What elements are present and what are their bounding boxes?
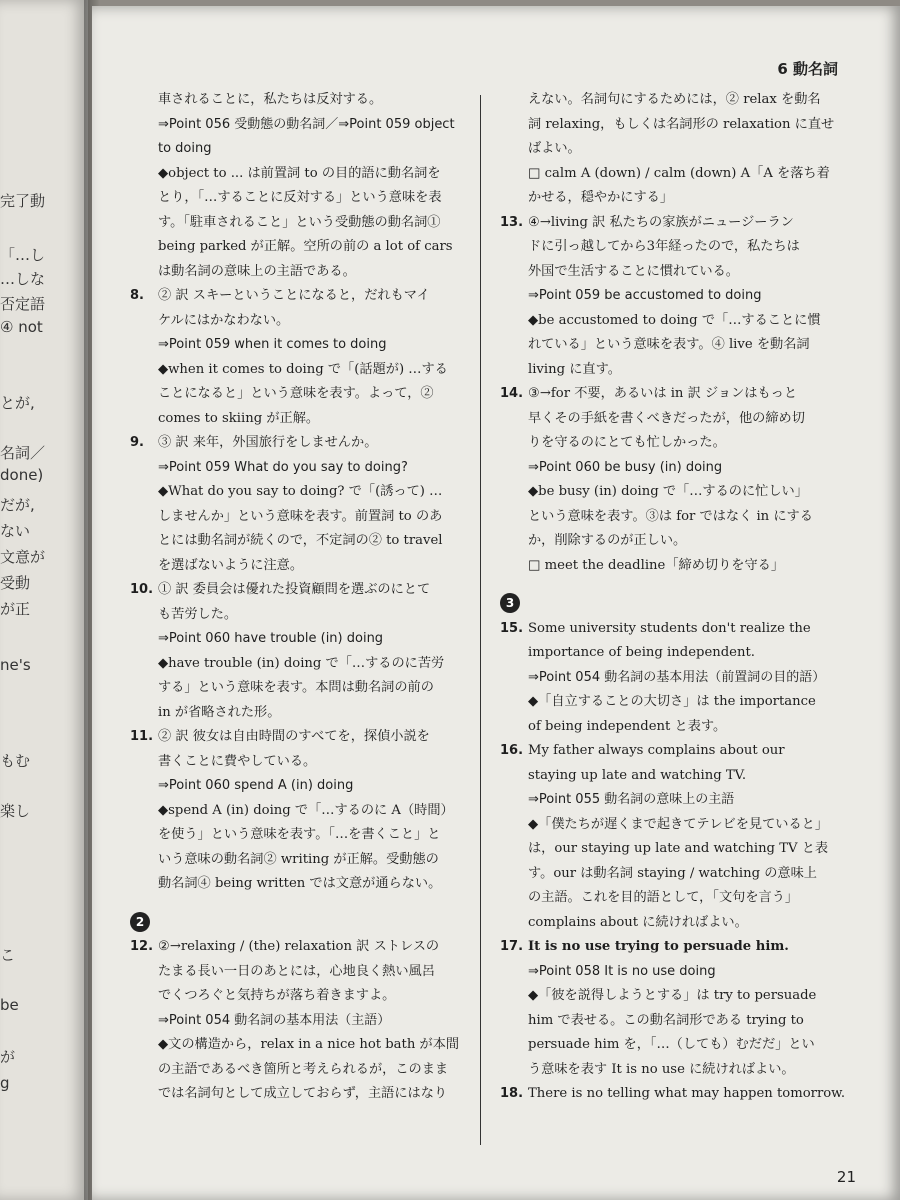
point-reference: ⇒Point 054 動名詞の基本用法（前置詞の目的語） [528,669,826,685]
margin-text: が [0,1048,16,1066]
question-number: 10. [130,582,154,597]
text-line: ◆「彼を説得しようとする」は try to persuade [528,988,817,1003]
question-number: 8. [130,288,144,303]
text-line: とり，「…することに反対する」という意味を表 [158,190,442,205]
text-line: 外国で生活することに慣れている。 [528,263,739,279]
question-11 [130,725,465,750]
question-number: 11. [130,729,154,744]
point-reference: ⇒Point 059 when it comes to doing [158,337,387,352]
section-2-badge: 2 [130,912,150,932]
question-17 [500,935,855,960]
text-line: complains about に続ければよい。 [528,914,748,930]
question-12 [130,935,465,960]
text-line: の主語。これを目的語として，「文句を言う」 [528,890,799,905]
text-line: ◆What do you say to doing? で「(誘って) … [158,484,443,499]
margin-text: もむ [0,752,31,770]
text-line: ◆be busy (in) doing で「…するのに忙しい」 [528,484,808,499]
margin-text: が正 [0,600,31,618]
adjacent-page-fragment [0,0,88,1200]
question-number: 12. [130,939,154,954]
text-line: ◆object to ... は前置詞 to の目的語に動名詞を [158,165,441,181]
text-line: でくつろぐと気持ちが落ち着きますよ。 [158,988,396,1003]
question-number: 13. [500,214,524,230]
text-line: ◆「自立することの大切さ」は the importance [528,694,816,709]
text-line: たまる長い一日のあとには，心地良く熱い風呂 [158,963,435,979]
text-line: も苦労した。 [158,606,238,622]
text-line: living に直す。 [528,361,621,377]
answer-text: ③→for 不要，あるいは in 訳 ジョンはもっと [528,386,798,401]
margin-text: 否定語 [0,295,46,313]
text-line: comes to skiing が正解。 [158,410,320,426]
text-line: は動名詞の意味上の主語である。 [158,263,356,279]
point-reference: ⇒Point 054 動名詞の基本用法（主語） [158,1012,391,1028]
margin-text: 名詞／ [0,444,46,462]
text-line: ドに引っ越してから3年経ったので，私たちは [528,239,800,254]
text-line: 詞 relaxing，もしくは名詞形の relaxation に直せ [528,116,835,132]
margin-text: 楽し [0,802,31,820]
point-reference: ⇒Point 059 be accustomed to doing [528,288,762,303]
text-line: □ calm A (down) / calm (down) A「A を落ち着 [528,165,830,181]
question-number: 9. [130,435,144,450]
point-reference: ⇒Point 055 動名詞の意味上の主語 [528,792,735,807]
point-reference: ⇒Point 060 be busy (in) doing [528,459,723,475]
margin-text: ない [0,522,31,540]
margin-text: 受動 [0,574,31,592]
text-line: えない。名詞句にするためには，② relax を動名 [528,92,821,107]
text-line: 車されることに，私たちは反対する。 [158,92,383,107]
margin-text: とが, [0,394,35,412]
text-line: する」という意味を表す。本問は動名詞の前の [158,680,434,695]
margin-text: g [0,1074,10,1092]
point-reference: ⇒Point 056 受動態の動名詞／⇒Point 059 object [158,116,455,132]
margin-text: ne's [0,656,31,674]
question-15 [500,617,855,642]
answer-sentence: My father always complains about our [528,743,785,758]
chapter-header: 6 動名詞 [777,60,838,78]
text-line: ことになると」という意味を表す。よって，② [158,386,434,401]
left-column [130,88,465,1107]
text-line: ◆have trouble (in) doing で「…するのに苦労 [158,655,445,671]
question-number: 16. [500,743,524,758]
text-line: では名詞句として成立しておらず，主語にはなり [158,1086,448,1101]
margin-text: だが, [0,496,35,514]
text-line: □ meet the deadline「締め切りを守る」 [528,557,785,573]
answer-sentence: It is no use trying to persuade him. [528,939,789,954]
answer-sentence: Some university students don't realize the [528,620,811,636]
text-line: ケルにはかなわない。 [158,312,290,328]
point-reference: ⇒Point 060 spend A (in) doing [158,778,354,793]
text-line: は，our staying up late and watching TV と表 [528,841,829,856]
answer-text: ③ 訳 来年，外国旅行をしませんか。 [158,435,378,450]
page-number: 21 [836,1168,856,1186]
answer-text: ②→relaxing / (the) relaxation 訳 ストレスの [158,939,440,954]
question-10 [130,578,465,603]
text-line: being parked が正解。空所の前の a lot of cars [158,239,453,254]
text-line: ばよい。 [528,141,581,156]
text-line: を使う」という意味を表す。「…を書くこと」と [158,827,441,842]
margin-text: …しな [0,270,46,288]
question-14 [500,382,855,407]
text-line: ◆「僕たちが遅くまで起きてテレビを見ていると」 [528,816,829,832]
text-line: persuade him を，「…（しても）むだだ」とい [528,1037,815,1052]
text-line: 動名詞④ being written では文意が通らない。 [158,876,442,891]
question-13 [500,211,855,236]
answer-sentence: importance of being independent. [528,645,755,660]
margin-text: be [0,996,19,1014]
section-3-badge: 3 [500,593,520,613]
question-number: 15. [500,620,524,636]
text-line: かせる，穏やかにする」 [528,190,674,205]
text-line: う意味を表す It is no use に続ければよい。 [528,1061,795,1077]
point-reference: ⇒Point 060 have trouble (in) doing [158,631,384,646]
text-line: 書くことに費やしている。 [158,753,317,769]
text-line: を選ばないように注意。 [158,557,304,573]
point-reference: to doing [158,141,212,156]
question-number: 17. [500,939,524,954]
text-line: いう意味の動名詞② writing が正解。受動態の [158,851,439,867]
answer-sentence: There is no telling what may happen tomorrow. [528,1086,846,1101]
question-9 [130,431,465,456]
margin-text: 「…し [0,246,46,264]
text-line: of being independent と表す。 [528,718,727,734]
question-18 [500,1082,855,1107]
question-number: 14. [500,386,524,401]
answer-text: ④→living 訳 私たちの家族がニュージーラン [528,214,794,230]
text-line: か，削除するのが正しい。 [528,533,687,548]
text-line: him で表せる。この動名詞形である trying to [528,1012,804,1028]
point-reference: ⇒Point 059 What do you say to doing? [158,459,408,475]
margin-text: こ [0,946,16,964]
margin-text: ④ not [0,318,43,336]
margin-text: done) [0,466,44,484]
margin-text: 文意が [0,548,46,566]
text-line: す。「駐車されること」という受動態の動名詞① [158,214,441,230]
margin-text: 完了動 [0,192,46,210]
question-number: 18. [500,1086,524,1101]
text-line: ◆when it comes to doing で「(話題が) …する [158,361,448,377]
text-line: in が省略された形。 [158,704,281,720]
right-column [500,88,855,1107]
text-line: 早くその手紙を書くべきだったが，他の締め切 [528,410,805,426]
question-16 [500,739,855,764]
point-reference: ⇒Point 058 It is no use doing [528,963,716,979]
answer-text: ② 訳 スキーということになると，だれもマイ [158,288,430,303]
answer-sentence: staying up late and watching TV. [528,767,747,783]
column-divider [480,95,481,1145]
text-line: ◆spend A (in) doing で「…するのに A（時間） [158,802,454,818]
text-line: しませんか」という意味を表す。前置詞 to のあ [158,508,443,524]
text-line: りを守るのにとても忙しかった。 [528,435,726,450]
text-line: という意味を表す。③は for ではなく in にする [528,508,813,524]
question-8 [130,284,465,309]
text-line: れている」という意味を表す。④ live を動名詞 [528,337,810,352]
text-line: ◆be accustomed to doing で「…することに慣 [528,312,821,328]
text-line: の主語であるべき箇所と考えられるが，このまま [158,1061,449,1077]
answer-text: ① 訳 委員会は優れた投資顧問を選ぶのにとて [158,582,431,597]
text-line: す。our は動名詞 staying / watching の意味上 [528,865,817,881]
text-line: ◆文の構造から，relax in a nice hot bath が本間 [158,1037,460,1052]
answer-text: ② 訳 彼女は自由時間のすべてを，探偵小説を [158,729,430,744]
text-line: とには動名詞が続くので，不定詞の② to travel [158,533,443,548]
